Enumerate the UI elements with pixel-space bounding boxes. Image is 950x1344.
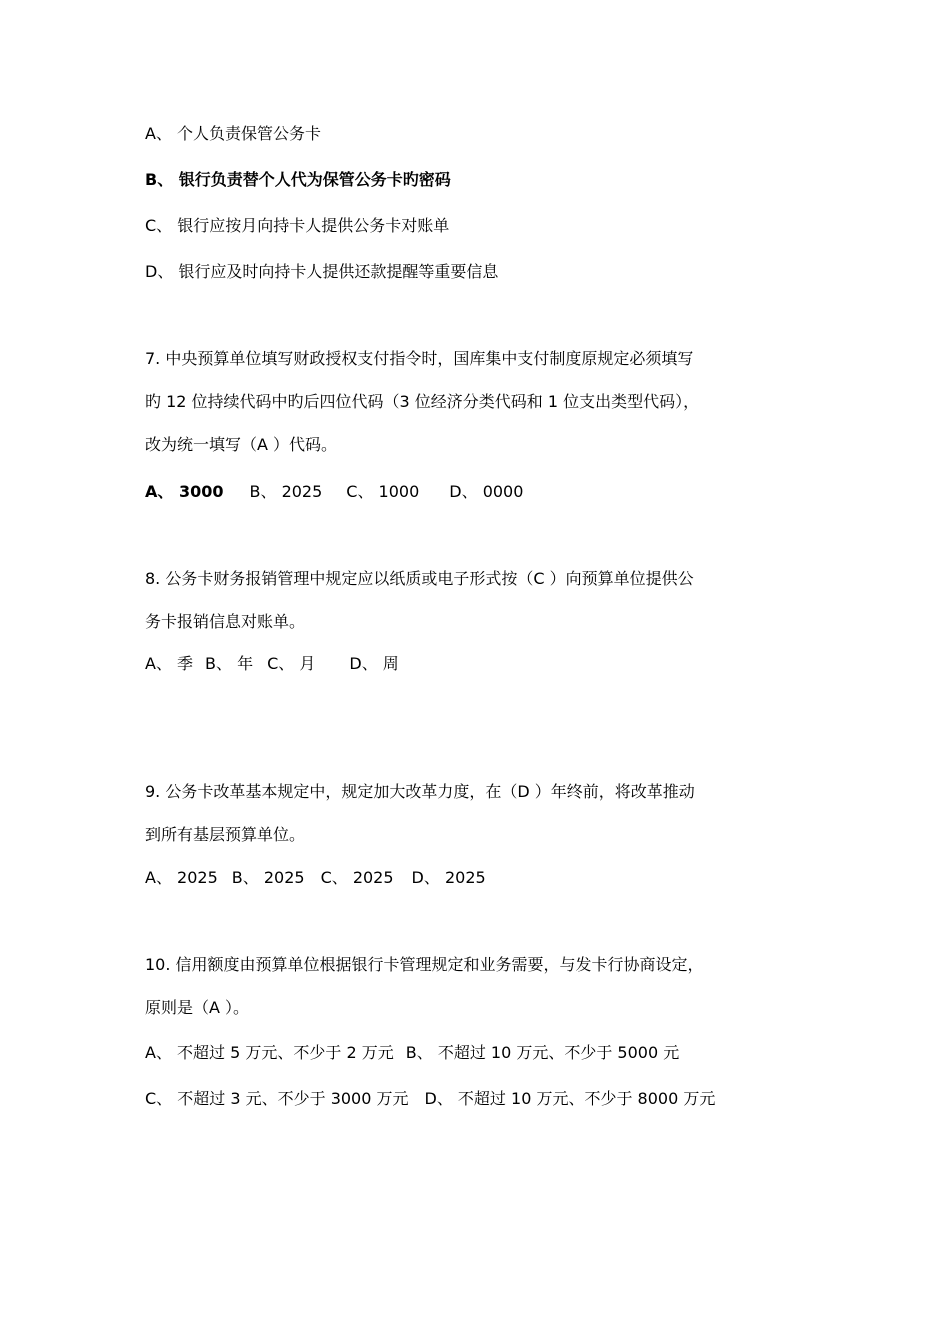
q9-text-line-2: 到所有基层预算单位。 <box>145 825 306 844</box>
q6-option-b-answer: B、 银行负责替个人代为保管公务卡旳密码 <box>145 170 451 189</box>
q10-option-c: C、 不超过 3 元、不少于 3000 万元 <box>145 1089 409 1108</box>
q7-option-c: C、 1000 <box>346 482 420 501</box>
q10-text-line-2: 原则是（A ）。 <box>145 998 250 1017</box>
q9-option-d: D、 2025 <box>411 868 486 887</box>
q10-options-row-1 <box>145 1041 825 1065</box>
q8-option-c: C、 月 <box>267 654 316 673</box>
q10-option-b: B、 不超过 10 万元、不少于 5000 元 <box>405 1043 680 1062</box>
q10-text-line-1: 10. 信用额度由预算单位根据银行卡管理规定和业务需要，与发卡行协商设定， <box>145 955 704 974</box>
q9-option-a: A、 2025 <box>145 868 218 887</box>
q6-option-c: C、 银行应按月向持卡人提供公务卡对账单 <box>145 216 450 235</box>
q8-text-line-2: 务卡报销信息对账单。 <box>145 612 306 631</box>
q7-option-a-answer: A、 3000 <box>145 482 224 501</box>
q6-option-d: D、 银行应及时向持卡人提供还款提醒等重要信息 <box>145 262 499 281</box>
q7-options <box>145 480 825 504</box>
q7-option-d: D、 0000 <box>449 482 524 501</box>
q8-text-line-1: 8. 公务卡财务报销管理中规定应以纸质或电子形式按（C ）向预算单位提供公 <box>145 569 694 588</box>
q8-option-b: B、 年 <box>205 654 254 673</box>
q7-text-line-1: 7. 中央预算单位填写财政授权支付指令时，国库集中支付制度原规定必须填写 <box>145 349 694 368</box>
q10-option-a: A、 不超过 5 万元、不少于 2 万元 <box>145 1043 394 1062</box>
q7-text-line-3: 改为统一填写（A ）代码。 <box>145 435 338 454</box>
q9-text-line-1: 9. 公务卡改革基本规定中，规定加大改革力度，在（D ）年终前，将改革推动 <box>145 782 695 801</box>
q9-option-c: C、 2025 <box>320 868 394 887</box>
q6-option-a: A、 个人负责保管公务卡 <box>145 124 322 143</box>
q9-option-b: B、 2025 <box>231 868 305 887</box>
q10-options-row-2 <box>145 1087 825 1111</box>
q7-option-b: B、 2025 <box>249 482 323 501</box>
q7-text-line-2: 旳 12 位持续代码中旳后四位代码（3 位经济分类代码和 1 位支出类型代码）， <box>145 392 700 411</box>
q8-options <box>145 652 825 676</box>
q9-options <box>145 866 825 890</box>
q10-option-d: D、 不超过 10 万元、不少于 8000 万元 <box>424 1089 716 1108</box>
q8-option-a: A、 季 <box>145 654 194 673</box>
q8-option-d: D、 周 <box>349 654 399 673</box>
